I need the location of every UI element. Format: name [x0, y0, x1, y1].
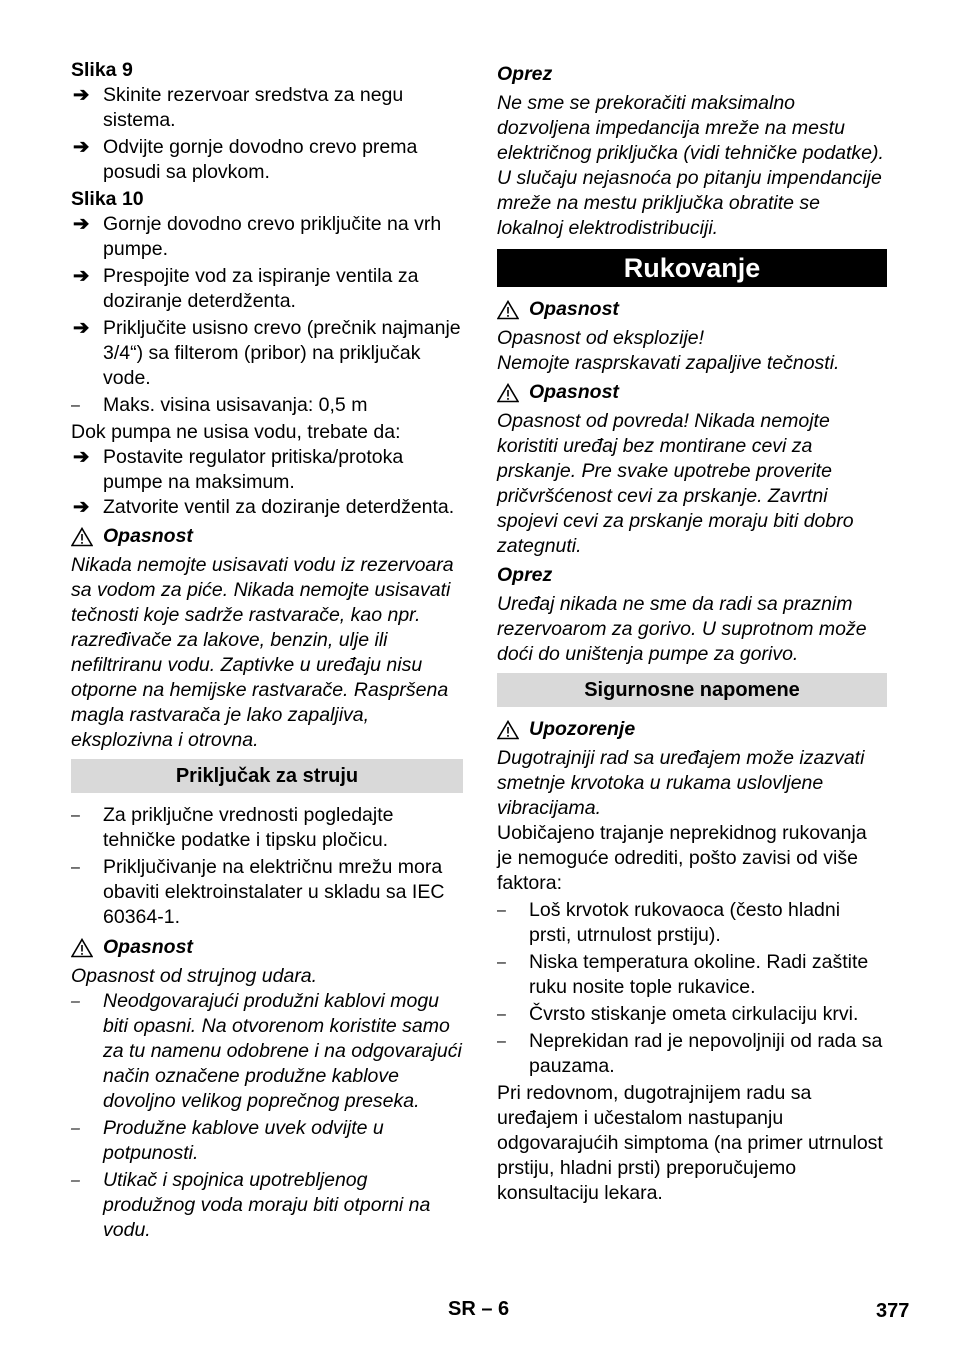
danger-item — [71, 1168, 463, 1243]
factor-text: Čvrsto stiskanje ometa cirkulaciju krvi. — [529, 1003, 859, 1025]
danger-text: Nemojte rasprskavati zapaljive tečnosti. — [497, 352, 840, 374]
danger-text: Opasnost od eksplozije! — [497, 327, 705, 349]
dash-bullet: – — [71, 1172, 80, 1189]
step-item — [71, 83, 463, 133]
danger-heading — [71, 935, 463, 960]
warning-heading — [497, 717, 887, 742]
power-item-text: Priključivanje na električnu mrežu mora obaviti elektroinstalater u skladu sa IEC 60364-1. — [103, 856, 445, 928]
factor-text: Niska temperatura okoline. Radi zaštite ruku nosite tople rukavice. — [529, 951, 869, 998]
right-arrow-icon: ➔ — [73, 213, 90, 235]
danger-title: Opasnost — [529, 298, 619, 320]
right-arrow-icon: ➔ — [73, 496, 90, 518]
caution-title: Oprez — [497, 63, 553, 85]
dash-bullet: – — [71, 993, 80, 1010]
danger-item — [71, 989, 463, 1114]
section-heading-operation: Rukovanje — [497, 249, 887, 287]
danger-title: Opasnost — [529, 381, 619, 403]
factor-item — [497, 1002, 887, 1027]
note-item — [71, 393, 463, 418]
danger-title: Opasnost — [103, 525, 193, 547]
step-text: Gornje dovodno crevo priključite na vrh pumpe. — [103, 213, 442, 260]
danger-heading — [497, 380, 887, 405]
caution-text: Ne sme se prekoračiti maksimalno dozvoljena impedancija mreže na mestu električnog priključka (vidi tehničke podatke). U slučaju nejasnoća po pitanju impendancije mreže na mestu priključka obratite se lokalnoj elektrodistribuciji. — [497, 92, 884, 239]
step-text: Zatvorite ventil za doziranje deterdženta. — [103, 496, 455, 518]
figure-10-label: Slika 10 — [71, 188, 144, 210]
danger-text: Opasnost od povreda! Nikada nemojte koristiti uređaj bez montirane cevi za prskanje. Pre svake upotrebe proverite pričvršćenost cevi za prskanje. Zavrtni spojevi cevi za prskanje moraju biti dobro zategnuti. — [497, 410, 854, 557]
dash-bullet: – — [71, 807, 80, 824]
section-heading-power: Priključak za struju — [71, 759, 463, 793]
danger-item-text: Utikač i spojnica upotrebljenog produžnog voda moraju biti otporni na vodu. — [103, 1169, 431, 1241]
step-item — [71, 445, 463, 495]
factor-item — [497, 898, 887, 948]
step-item — [71, 264, 463, 314]
power-item — [71, 803, 463, 853]
body-text: Uobičajeno trajanje neprekidnog rukovanja je nemoguće odrediti, pošto zavisi od više faktora: — [497, 822, 867, 894]
step-text: Skinite rezervoar sredstva za negu sistema. — [103, 84, 404, 131]
dash-bullet: – — [71, 397, 80, 414]
factor-item — [497, 1029, 887, 1079]
step-text: Priključite usisno crevo (prečnik najmanje 3/4“) sa filterom (pribor) na priključak vode. — [103, 317, 461, 389]
danger-heading — [497, 297, 887, 322]
step-text: Prespojite vod za ispiranje ventila za doziranje deterdženta. — [103, 265, 419, 312]
page-number: 377 — [876, 1300, 910, 1322]
warning-triangle-icon — [497, 300, 519, 320]
danger-heading — [71, 524, 463, 549]
step-item — [71, 212, 463, 262]
right-arrow-icon: ➔ — [73, 136, 90, 158]
factor-item — [497, 950, 887, 1000]
step-item — [71, 135, 463, 185]
warning-triangle-icon — [497, 720, 519, 740]
pump-intro: Dok pumpa ne usisa vodu, trebate da: — [71, 421, 401, 443]
factor-text: Loš krvotok rukovaoca (često hladni prsti, utrnulost prstiju). — [529, 899, 841, 946]
danger-text: Opasnost od strujnog udara. — [71, 965, 318, 987]
note-text: Maks. visina usisavanja: 0,5 m — [103, 394, 368, 416]
caution-text: Uređaj nikada ne sme da radi sa praznim rezervoarom za gorivo. U suprotnom može doći do uništenja pumpe za gorivo. — [497, 593, 867, 665]
step-item — [71, 316, 463, 391]
dash-bullet: – — [497, 1033, 506, 1050]
right-arrow-icon: ➔ — [73, 317, 90, 339]
right-arrow-icon: ➔ — [73, 84, 90, 106]
warning-triangle-icon — [71, 527, 93, 547]
danger-item — [71, 1116, 463, 1166]
footer-language-page: SR – 6 — [448, 1298, 510, 1320]
dash-bullet: – — [497, 902, 506, 919]
dash-bullet: – — [497, 1006, 506, 1023]
caution-title: Oprez — [497, 564, 553, 586]
right-arrow-icon: ➔ — [73, 265, 90, 287]
right-column — [497, 62, 887, 1206]
factor-text: Neprekidan rad je nepovoljniji od rada sa pauzama. — [529, 1030, 883, 1077]
dash-bullet: – — [71, 1120, 80, 1137]
warning-title: Upozorenje — [529, 718, 636, 740]
warning-triangle-icon — [71, 938, 93, 958]
step-text: Odvijte gornje dovodno crevo prema posudi sa plovkom. — [103, 136, 418, 183]
danger-text: Nikada nemojte usisavati vodu iz rezervoara sa vodom za piće. Nikada nemojte usisavati tečnosti koje sadrže rastvarače, kao npr. razređivače za lakove, benzin, ulje ili nefiltriranu vodu. Zaptivke u uređaju nisu otporne na hemijske rastvarače. Raspršena magla rastvarača je lako zapaljiva, eksplozivna i otrovna. — [71, 554, 454, 751]
power-item — [71, 855, 463, 930]
closing-text: Pri redovnom, dugotrajnijem radu sa uređajem i učestalom nastupanju odgovarajućih simptoma (na primer utrnulost prstiju, hladni prsti) preporučujemo konsultaciju lekara. — [497, 1082, 883, 1204]
left-column — [71, 58, 463, 1243]
section-heading-safety: Sigurnosne napomene — [497, 673, 887, 707]
right-arrow-icon: ➔ — [73, 446, 90, 468]
warning-text: Dugotrajniji rad sa uređajem može izazvati smetnje krvotoka u rukama uslovljene vibracijama. — [497, 747, 865, 819]
power-item-text: Za priključne vrednosti pogledajte tehničke podatke i tipsku pločicu. — [103, 804, 394, 851]
dash-bullet: – — [497, 954, 506, 971]
warning-triangle-icon — [497, 383, 519, 403]
dash-bullet: – — [71, 859, 80, 876]
figure-9-label: Slika 9 — [71, 59, 133, 81]
step-text: Postavite regulator pritiska/protoka pumpe na maksimum. — [103, 446, 404, 493]
danger-title: Opasnost — [103, 936, 193, 958]
danger-item-text: Produžne kablove uvek odvijte u potpunosti. — [103, 1117, 384, 1164]
danger-item-text: Neodgovarajući produžni kablovi mogu biti opasni. Na otvorenom koristite samo za tu namenu odobrene i na odgovarajući način označene produžne kablove dovoljno velikog poprečnog preseka. — [103, 990, 462, 1112]
step-item — [71, 495, 463, 520]
